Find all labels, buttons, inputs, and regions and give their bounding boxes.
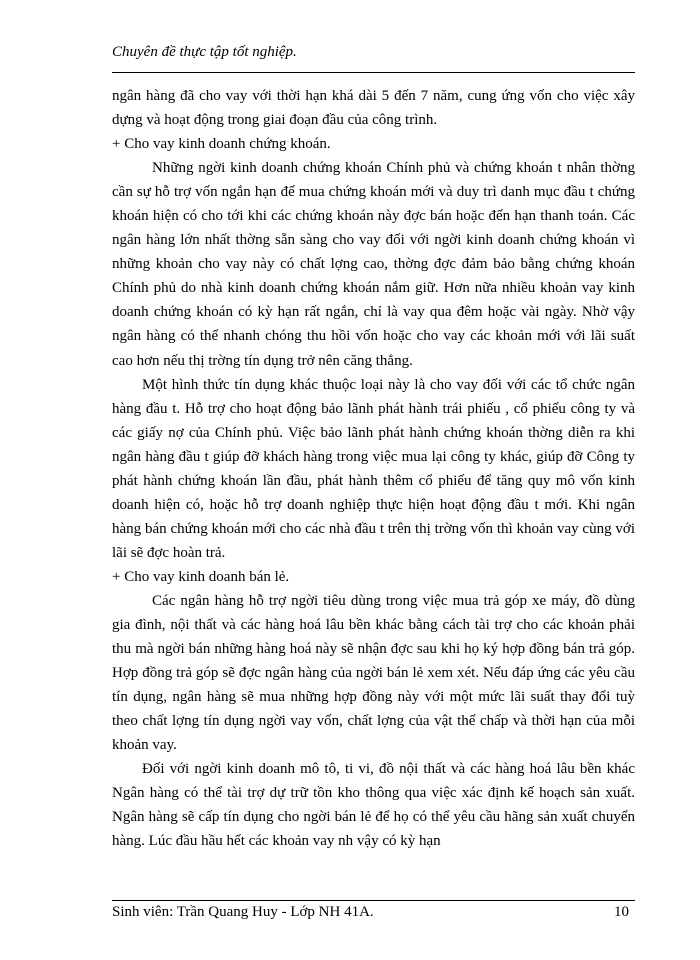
footer-student-info: Sinh viên: Trần Quang Huy - Lớp NH 41A. bbox=[112, 904, 374, 920]
page-header: Chuyên đề thực tập tốt nghiệp. bbox=[112, 44, 297, 60]
section-heading-retail-loans: + Cho vay kinh doanh bán lẻ. bbox=[112, 568, 290, 585]
paragraph: Một hình thức tín dụng khác thuộc loại này là cho vay đối với các tổ chức ngân hàng đầu t. Hỗ trợ cho hoạt động bảo lãnh phát hành trái phiếu , cổ phiếu công ty và các giấy nợ của Chính phủ. Việc bảo lãnh phát hành chứng khoán thờng diễn ra khi ngân hàng đầu t giúp đỡ khách hàng trong việc mua lại công ty khác, giúp đỡ Công ty phát hành chứng khoán lần đầu, phát hành thêm cổ phiếu để tăng quy mô vốn kinh doanh hiện có, hoặc hỗ trợ doanh nghiệp thực hiện hoạt động đầu t mới. Khi ngân hàng bán chứng khoán mới cho các nhà đầu t trên thị trờng vốn thì khoản vay cùng với lãi sẽ đợc hoàn trả. bbox=[112, 376, 635, 561]
header-divider bbox=[112, 72, 635, 73]
page-footer bbox=[112, 904, 635, 921]
paragraph: Những ngời kinh doanh chứng khoán Chính phủ và chứng khoán t nhân thờng cần sự hỗ trợ vốn ngắn hạn để mua chứng khoán mới và duy trì danh mục đầu t chứng khoán hiện có cho tới khi các chứng khoán này đợc bán hoặc đến hạn thanh toán. Các ngân hàng lớn nhất thờng sẵn sàng cho vay đối với ngời kinh doanh chứng khoán vì những khoản cho vay này có chất lợng cao, thờng đợc đảm bảo bằng chứng khoán Chính phủ do nhà kinh doanh chứng khoán nắm giữ. Hơn nữa nhiều khoản vay kinh doanh chứng khoán có kỳ hạn rất ngắn, chỉ là vay qua đêm hoặc vài ngày. Nhờ vậy ngân hàng có thể nhanh chóng thu hồi vốn hoặc cho vay các khoản mới với lãi suất cao hơn nếu thị trờng tín dụng trở nên căng thẳng. bbox=[112, 160, 635, 369]
paragraph: Các ngân hàng hỗ trợ ngời tiêu dùng trong việc mua trả góp xe máy, đồ dùng gia đình, nội thất và các hàng hoá lâu bền khác bằng cách tài trợ cho các khoản phải thu mà ngời bán những hàng hoá này sẽ nhận đợc sau khi họ ký hợp đồng bán trả góp. Hợp đồng trả góp sẽ đợc ngân hàng của ngời bán lẻ xem xét. Nếu đáp ứng các yêu cầu tín dụng, ngân hàng sẽ mua những hợp đồng này với một mức lãi suất thay đổi tuỳ theo chất lợng tín dụng ngời vay vốn, chất lợng của vật thế chấp và thời hạn của mỗi khoản vay. bbox=[112, 592, 635, 754]
section-heading-securities-loans: + Cho vay kinh doanh chứng khoán. bbox=[112, 136, 331, 153]
paragraph: Đối với ngời kinh doanh mô tô, ti vi, đồ nội thất và các hàng hoá lâu bền khác Ngân hàng có thể tài trợ dự trữ tồn kho thông qua việc xác định kế hoạch sản xuất. Ngân hàng sẽ cấp tín dụng cho ngời bán lẻ để họ có thể yêu cầu hãng sản xuất chuyển hàng. Lúc đầu hầu hết các khoản vay nh vậy có kỳ hạn bbox=[112, 761, 635, 850]
paragraph: ngân hàng đã cho vay với thời hạn khá dài 5 đến 7 năm, cung ứng vốn cho việc xây dựng và hoạt động trong giai đoạn đầu của công trình. bbox=[112, 88, 635, 129]
page-body bbox=[112, 84, 635, 854]
page-number: 10 bbox=[614, 904, 629, 920]
footer-divider bbox=[112, 900, 635, 901]
